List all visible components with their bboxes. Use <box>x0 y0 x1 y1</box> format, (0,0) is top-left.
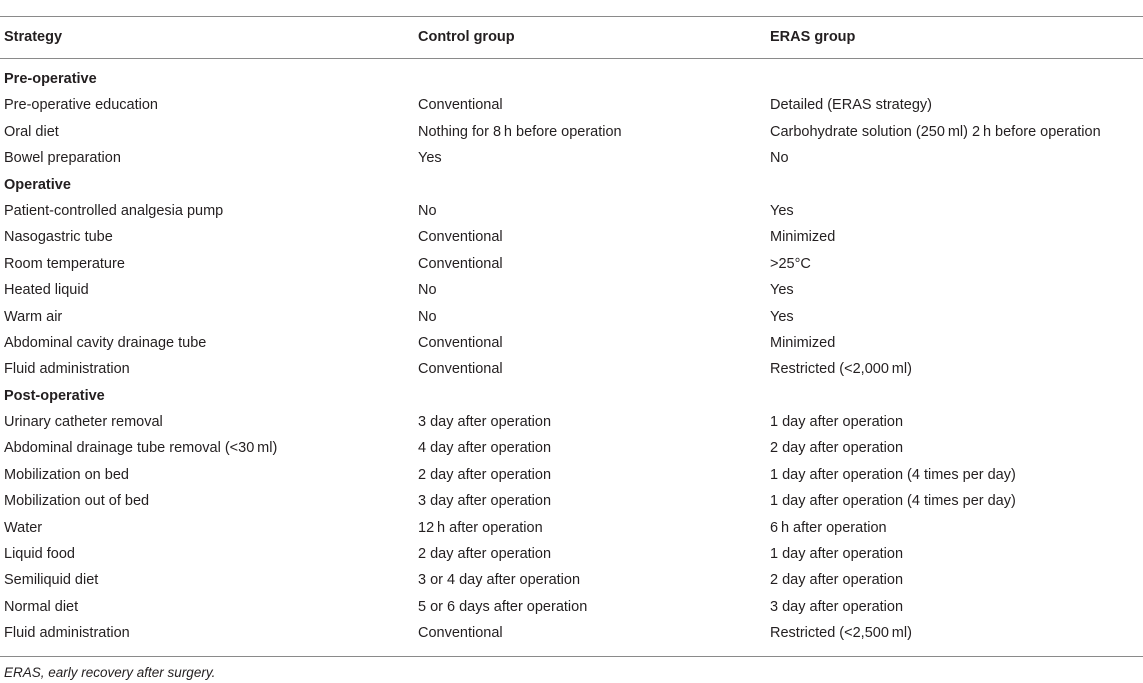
control-cell: No <box>418 282 437 299</box>
control-cell: 2 day after operation <box>418 466 552 483</box>
section-row <box>0 176 1143 202</box>
strategy-cell: Warm air <box>4 308 63 325</box>
control-cell: No <box>418 308 437 325</box>
strategy-cell: Water <box>4 519 43 536</box>
eras-cell: Yes <box>770 282 794 299</box>
table-bottom-rule <box>0 656 1143 657</box>
strategy-cell: Abdominal drainage tube removal (<30 ml) <box>4 440 278 457</box>
eras-cell: No <box>770 150 789 167</box>
control-cell: Nothing for 8 h before operation <box>418 123 622 140</box>
eras-cell: Restricted (<2,500 ml) <box>770 625 912 642</box>
section-label: Operative <box>4 176 71 193</box>
table-row <box>0 624 1143 650</box>
table-row <box>0 413 1143 439</box>
strategy-cell: Oral diet <box>4 123 59 140</box>
control-cell: Conventional <box>418 361 503 378</box>
strategy-cell: Bowel preparation <box>4 150 121 167</box>
table-row <box>0 308 1143 334</box>
table-row <box>0 571 1143 597</box>
table-row <box>0 96 1143 122</box>
strategy-cell: Fluid administration <box>4 361 130 378</box>
table-row <box>0 545 1143 571</box>
table-body <box>0 70 1143 651</box>
eras-cell: 2 day after operation <box>770 572 904 589</box>
control-cell: Conventional <box>418 625 503 642</box>
table-row <box>0 149 1143 175</box>
table-row <box>0 466 1143 492</box>
section-row <box>0 387 1143 413</box>
control-cell: 3 day after operation <box>418 493 552 510</box>
control-cell: Conventional <box>418 334 503 351</box>
table-row <box>0 281 1143 307</box>
eras-cell: 3 day after operation <box>770 598 904 615</box>
control-cell: Yes <box>418 150 442 167</box>
strategy-cell: Urinary catheter removal <box>4 414 163 431</box>
control-cell: Conventional <box>418 229 503 246</box>
strategy-cell: Mobilization on bed <box>4 466 129 483</box>
strategy-cell: Pre-operative education <box>4 97 158 114</box>
eras-cell: 6 h after operation <box>770 519 887 536</box>
table-row <box>0 255 1143 281</box>
eras-cell: 1 day after operation <box>770 414 904 431</box>
eras-cell: Carbohydrate solution (250 ml) 2 h before operation <box>770 123 1101 140</box>
section-label: Post-operative <box>4 387 105 404</box>
strategy-cell: Nasogastric tube <box>4 229 113 246</box>
eras-cell: Minimized <box>770 229 836 246</box>
table-row <box>0 598 1143 624</box>
control-cell: 3 or 4 day after operation <box>418 572 581 589</box>
table-row <box>0 123 1143 149</box>
control-cell: Conventional <box>418 255 503 272</box>
header-strategy: Strategy <box>4 29 63 45</box>
eras-cell: >25°C <box>770 255 811 272</box>
header-control-group: Control group <box>418 29 515 45</box>
table-header-row <box>0 28 1143 46</box>
section-row <box>0 70 1143 96</box>
eras-cell: Restricted (<2,000 ml) <box>770 361 912 378</box>
eras-cell: Yes <box>770 202 794 219</box>
table-row <box>0 202 1143 228</box>
strategy-cell: Patient-controlled analgesia pump <box>4 202 224 219</box>
eras-cell: 1 day after operation (4 times per day) <box>770 493 1016 510</box>
strategy-cell: Room temperature <box>4 255 125 272</box>
control-cell: 5 or 6 days after operation <box>418 598 588 615</box>
control-cell: 12 h after operation <box>418 519 543 536</box>
control-cell: 4 day after operation <box>418 440 552 457</box>
table-top-rule <box>0 16 1143 17</box>
section-label: Pre-operative <box>4 71 97 87</box>
eras-cell: Minimized <box>770 334 836 351</box>
table-row <box>0 519 1143 545</box>
eras-cell: 1 day after operation (4 times per day) <box>770 466 1016 483</box>
header-eras-group: ERAS group <box>770 29 856 45</box>
strategy-cell: Mobilization out of bed <box>4 493 150 510</box>
eras-cell: Detailed (ERAS strategy) <box>770 97 932 114</box>
strategy-cell: Fluid administration <box>4 625 130 642</box>
control-cell: 3 day after operation <box>418 414 552 431</box>
strategy-cell: Liquid food <box>4 546 75 563</box>
control-cell: No <box>418 202 437 219</box>
control-cell: Conventional <box>418 97 503 114</box>
strategy-cell: Heated liquid <box>4 282 89 299</box>
table-row <box>0 334 1143 360</box>
table-footnote: ERAS, early recovery after surgery. <box>4 665 216 680</box>
strategy-cell: Normal diet <box>4 598 79 615</box>
eras-cell: 2 day after operation <box>770 440 904 457</box>
table-row <box>0 439 1143 465</box>
strategy-cell: Semiliquid diet <box>4 572 99 589</box>
eras-cell: 1 day after operation <box>770 546 904 563</box>
table-header-rule <box>0 58 1143 59</box>
control-cell: 2 day after operation <box>418 546 552 563</box>
table-row <box>0 360 1143 386</box>
eras-cell: Yes <box>770 308 794 325</box>
table-row <box>0 492 1143 518</box>
strategy-cell: Abdominal cavity drainage tube <box>4 334 207 351</box>
table-row <box>0 228 1143 254</box>
